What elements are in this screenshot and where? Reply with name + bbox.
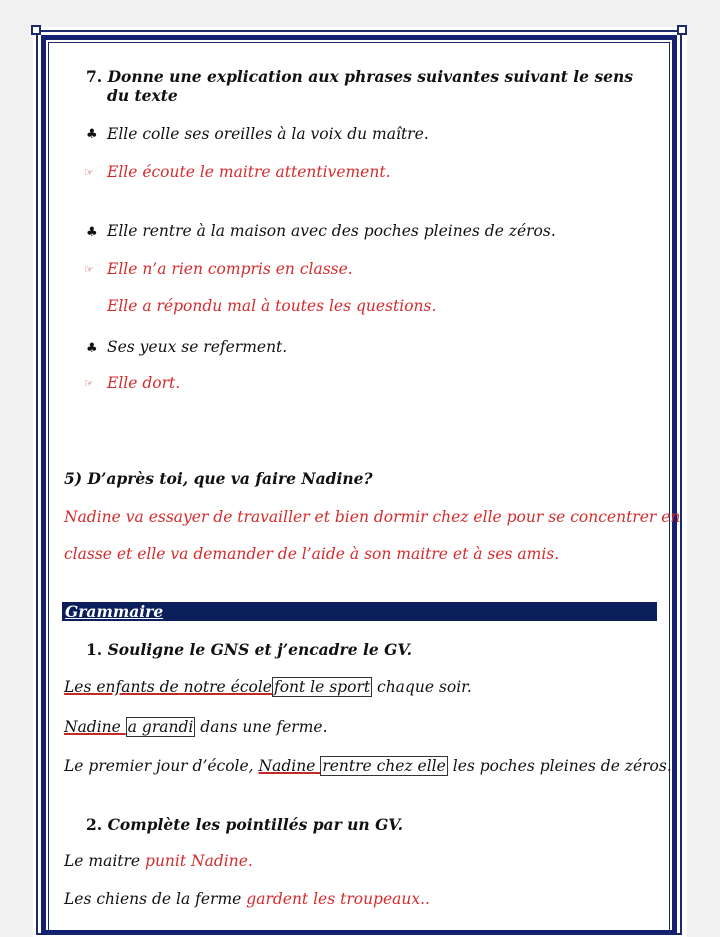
gv-box: rentre chez elle — [322, 757, 446, 775]
sentence-rest: chaque soir. — [372, 678, 472, 696]
sentence-subject: Les chiens de la ferme — [64, 890, 247, 908]
ex2-sentence-2 — [64, 890, 430, 908]
club-icon: ♣ — [86, 341, 98, 356]
ex2-title-text: Complète les pointillés par un GV. — [107, 815, 404, 834]
sentence-subject: Le maitre — [64, 852, 146, 870]
pointing-hand-icon: ☞ — [84, 377, 94, 390]
q7-answer-2a: Elle n’a rien compris en classe. — [107, 260, 353, 278]
gns-underline: Les enfants de notre école — [64, 678, 272, 696]
sentence-rest: les poches pleines de zéros. — [447, 757, 672, 775]
club-icon: ♣ — [86, 225, 98, 240]
q5-answer-line1: Nadine va essayer de travailler et bien dormir chez elle pour se concentrer en — [64, 508, 681, 526]
ex1-sentence-1 — [64, 678, 472, 696]
q5-title: 5) D’après toi, que va faire Nadine? — [64, 469, 373, 488]
grammaire-heading-band — [62, 602, 657, 621]
ex1-title-text: Souligne le GNS et j’encadre le GV. — [107, 640, 413, 659]
q7-phrase-2: Elle rentre à la maison avec des poches pleines de zéros. — [107, 222, 556, 240]
pointing-hand-icon: ☞ — [84, 166, 94, 179]
q7-phrase-3: Ses yeux se referment. — [107, 338, 288, 356]
gv-box: font le sport — [273, 678, 371, 696]
gns-underline: Nadine — [258, 757, 321, 775]
ex2-number: 2. — [86, 815, 103, 834]
ex1-title — [86, 640, 412, 659]
border-corner-top-right — [677, 25, 687, 35]
q7-title-line2: du texte — [107, 86, 178, 105]
q7-number: 7. — [86, 67, 103, 86]
gns-underline: Nadine — [64, 718, 126, 736]
q7-answer-1: Elle écoute le maitre attentivement. — [107, 163, 391, 181]
ex2-sentence-1 — [64, 852, 253, 870]
ex2-title — [86, 815, 403, 834]
sentence-rest: dans une ferme. — [195, 718, 328, 736]
ex1-number: 1. — [86, 640, 103, 659]
pointing-hand-icon: ☞ — [84, 263, 94, 276]
q7-phrase-1: Elle colle ses oreilles à la voix du maître. — [107, 125, 429, 143]
ex1-sentence-3 — [64, 757, 672, 775]
q7-title-line1 — [86, 67, 633, 86]
grammaire-heading: Grammaire — [65, 602, 164, 621]
q7-answer-2b: Elle a répondu mal à toutes les questions. — [107, 297, 437, 315]
club-icon: ♣ — [86, 127, 98, 142]
q7-answer-3: Elle dort. — [107, 374, 181, 392]
q7-title-text: Donne une explication aux phrases suivantes suivant le sens — [107, 67, 634, 86]
gv-answer: punit Nadine. — [145, 852, 253, 870]
q5-answer-line2: classe et elle va demander de l’aide à son maitre et à ses amis. — [64, 545, 560, 563]
gv-box: a grandi — [127, 718, 194, 736]
border-corner-top-left — [31, 25, 41, 35]
sentence-start: Le premier jour d’école, — [64, 757, 259, 775]
ex1-sentence-2 — [64, 718, 328, 736]
gv-answer: gardent les troupeaux.. — [246, 890, 430, 908]
